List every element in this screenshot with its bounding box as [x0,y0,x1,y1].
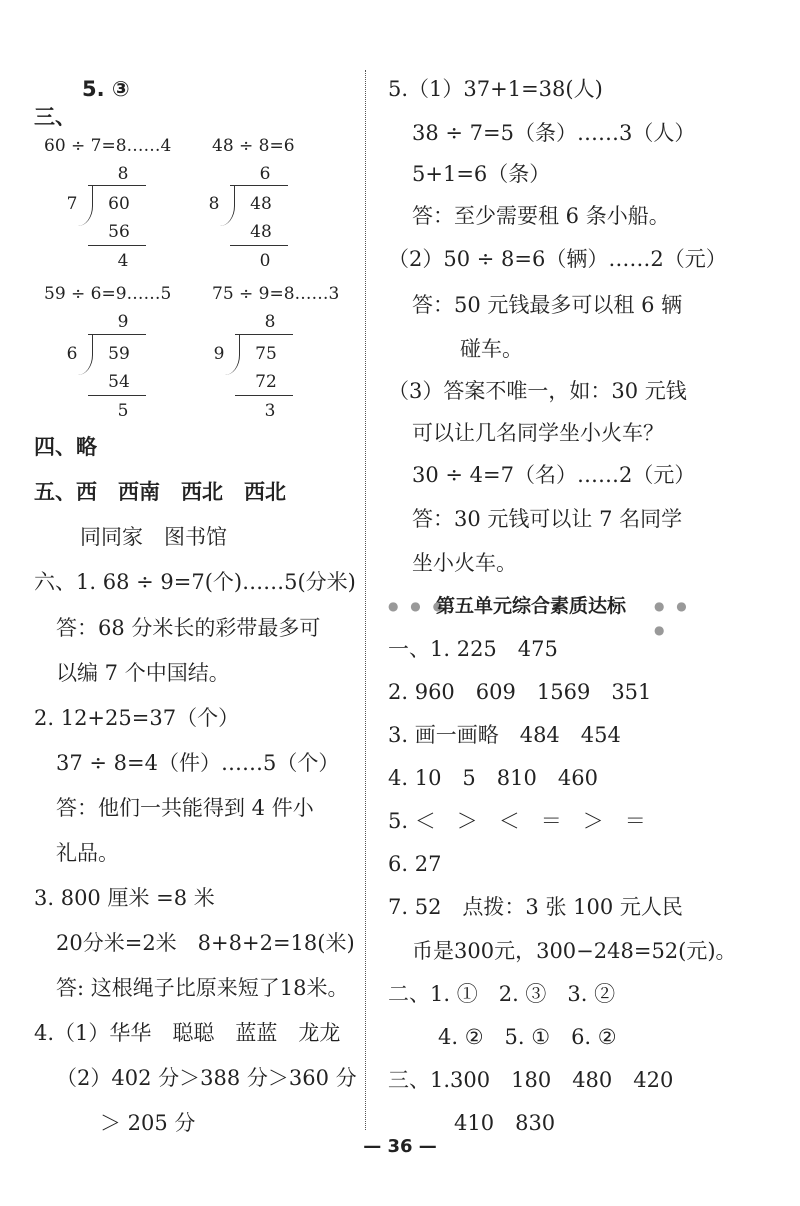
sub-question-3: （3）答案不唯一，如：30 元钱 [388,379,687,403]
division-divisor: 9 [213,344,225,364]
division-quotient: 8 [117,164,129,184]
answer-text: 答：他们一共能得到 4 件小 [56,796,314,820]
calculation: 5+1=6（条） [412,162,551,186]
division-remainder: 0 [259,251,271,271]
division-quotient: 8 [264,312,276,332]
hint-text: 币是300元，300−248=52(元)。 [412,939,737,963]
division-line [88,245,146,246]
part-two-line: 二、1. ① 2. ③ 3. ② [388,982,616,1006]
division-remainder: 5 [117,401,129,421]
column-divider [365,70,366,1130]
question-2: 2. 12+25=37（个） [34,706,240,730]
calculation: 20分米=2米 8+8+2=18(米) [56,931,355,955]
division-dividend: 59 [108,344,130,364]
division-divisor: 6 [66,344,78,364]
question-text: 可以让几名同学坐小火车？ [412,421,664,445]
part-one-q2: 2. 960 609 1569 351 [388,680,652,704]
division-line [230,245,288,246]
part-one-q6: 6. 27 [388,852,442,876]
answer-text: 碰车。 [460,337,523,361]
division-equation: 60 ÷ 7=8……4 [44,136,172,156]
division-product: 54 [108,372,130,392]
division-bar [88,334,146,335]
division-bar [230,185,288,186]
part-one-q7: 7. 52 点拨：3 张 100 元人民 [388,895,683,919]
division-divisor: 8 [208,194,220,214]
division-quotient: 9 [117,312,129,332]
answer-text: 礼品。 [56,841,119,865]
section-three-heading: 三、 [34,105,76,129]
division-quotient: 6 [259,164,271,184]
part-three-line-2: 410 830 [454,1111,556,1135]
division-dividend: 60 [108,194,130,214]
part-one-q3: 3. 画一画略 484 454 [388,723,621,747]
section-title: 第五单元综合素质达标 [436,595,627,617]
division-line [235,395,293,396]
question-3: 3. 800 厘米 =8 米 [34,886,215,910]
decorative-dots: ● ● ● [654,599,691,637]
section-five-line-2: 同同家 图书馆 [80,525,227,549]
division-remainder: 3 [264,401,276,421]
comparison: （2）402 分＞388 分＞360 分 [56,1066,357,1090]
question-5: 5.（1）37+1=38(人) [388,77,603,101]
part-one-q1: 一、1. 225 475 [388,637,558,661]
calculation: 30 ÷ 4=7（名）……2（元） [412,463,696,487]
division-equation: 75 ÷ 9=8……3 [212,284,340,304]
answer-text: 答：至少需要租 6 条小船。 [412,204,670,228]
unit-section-heading [388,594,708,637]
answer-text: 答：68 分米长的彩带最多可 [56,616,321,640]
sub-question-2: （2）50 ÷ 8=6（辆）……2（元） [388,247,727,271]
section-five-line: 五、西 西南 西北 西北 [34,480,286,504]
section-six-q1: 六、1. 68 ÷ 9=7(个)……5(分米) [34,570,356,594]
part-one-q5: 5. ＜ ＞ ＜ ＝ ＞ ＝ [388,809,646,833]
comparison: ＞ 205 分 [100,1111,196,1135]
answer-text: 答：30 元钱可以让 7 名同学 [412,507,683,531]
calculation: 37 ÷ 8=4（件）……5（个） [56,751,340,775]
question-4: 4.（1）华华 聪聪 蓝蓝 龙龙 [34,1021,341,1045]
division-product: 56 [108,222,130,242]
division-divisor: 7 [66,194,78,214]
page-number: — 36 — [363,1136,437,1157]
division-product: 48 [250,222,272,242]
division-equation: 59 ÷ 6=9……5 [44,284,172,304]
decorative-dots: ● ● ● [388,599,448,613]
division-dividend: 48 [250,194,272,214]
part-two-line-2: 4. ② 5. ① 6. ② [438,1025,617,1049]
answer-text: 答: 这根绳子比原来短了18米。 [56,976,349,1000]
calculation: 38 ÷ 7=5（条）……3（人） [412,121,696,145]
answer-text: 以编 7 个中国结。 [56,661,230,685]
division-bar [235,334,293,335]
division-remainder: 4 [117,251,129,271]
answer-5: 5. ③ [82,77,130,101]
section-four-line: 四、略 [34,435,97,459]
division-bar [88,185,146,186]
part-one-q4: 4. 10 5 810 460 [388,766,598,790]
answer-text: 坐小火车。 [412,551,517,575]
part-three-line: 三、1.300 180 480 420 [388,1068,674,1092]
division-product: 72 [255,372,277,392]
answer-text: 答：50 元钱最多可以租 6 辆 [412,293,683,317]
division-equation: 48 ÷ 8=6 [212,136,295,156]
division-dividend: 75 [255,344,277,364]
division-line [88,395,146,396]
